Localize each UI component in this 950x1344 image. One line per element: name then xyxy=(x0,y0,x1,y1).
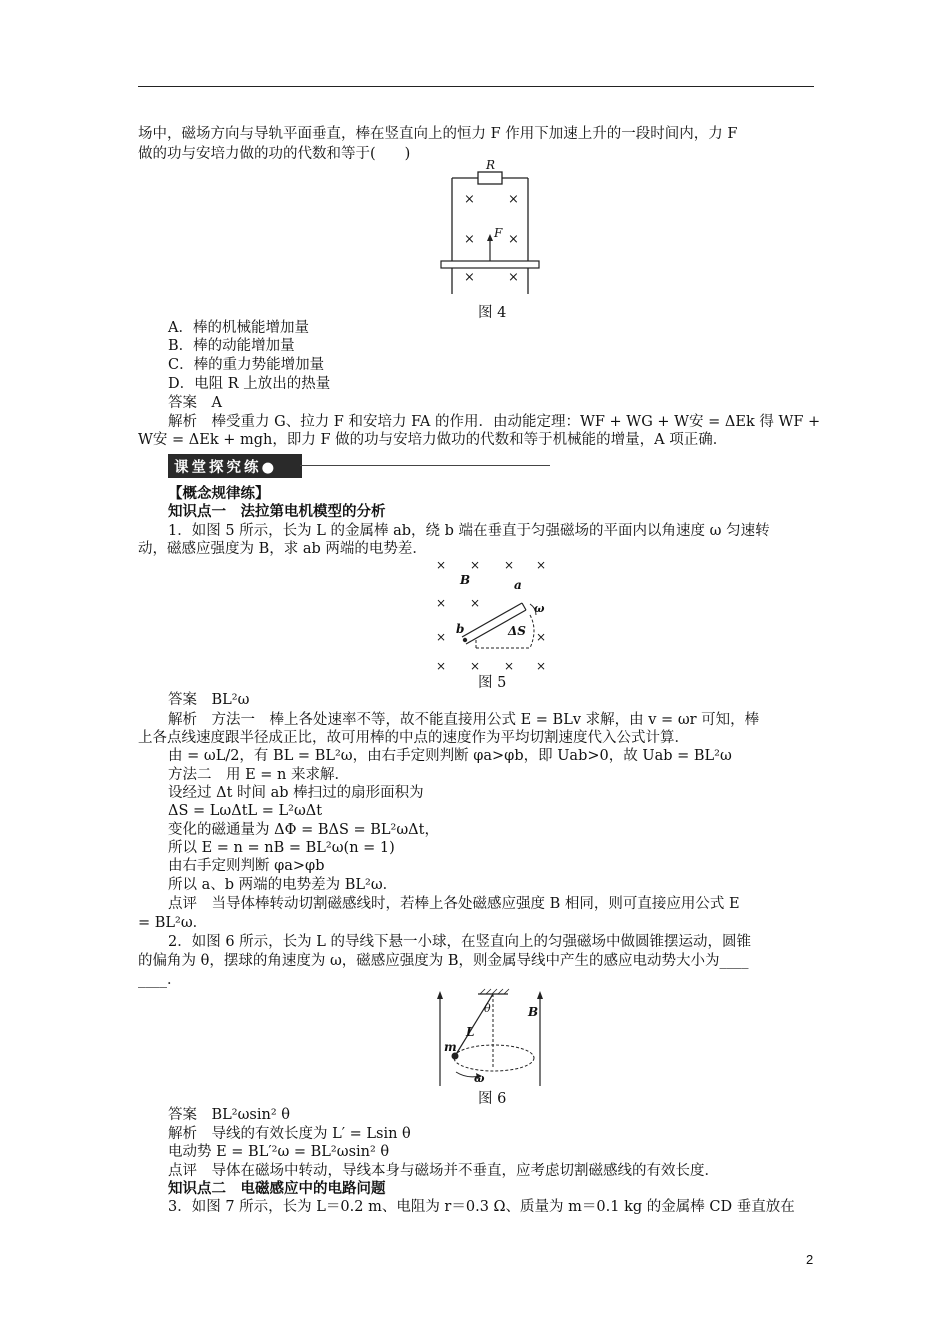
option-d: D．电阻 R 上放出的热量 xyxy=(168,376,331,392)
fig5-cross: × xyxy=(436,596,447,610)
fig5-cross: × xyxy=(436,558,447,572)
fig6-m-label: m xyxy=(444,1040,457,1054)
analysis-line: 由右手定则判断 φa>φb xyxy=(168,858,325,874)
question-2-line: 2．如图 6 所示，长为 L 的导线下悬一小球，在竖直向上的匀强磁场中做圆锥摆运动，圆锥 xyxy=(168,934,752,950)
figure-4-caption: 图 4 xyxy=(478,305,507,321)
fig5-cross: × xyxy=(436,659,447,673)
fig6-L-label: L xyxy=(466,1025,475,1039)
figure-4-circuit xyxy=(438,158,542,298)
answer-line: 答案 BL²ω xyxy=(168,692,250,708)
fig6-theta-label: θ xyxy=(484,1002,491,1015)
option-c: C．棒的重力势能增加量 xyxy=(168,357,325,373)
fig4-R-label: R xyxy=(486,158,496,172)
fig5-cross: × xyxy=(504,659,515,673)
question-1-line: 动，磁感应强度为 B，求 ab 两端的电势差． xyxy=(138,541,427,557)
fig5-cross: × xyxy=(470,659,481,673)
page-number: 2 xyxy=(806,1252,814,1267)
fig4-cross: × xyxy=(464,192,475,207)
fig6-omega-label: ω xyxy=(474,1072,485,1085)
fig5-dS-label: ΔS xyxy=(508,624,526,638)
formula-line: 电动势 E = BL′²ω = BL²ωsin² θ xyxy=(168,1144,390,1160)
text-line: 场中，磁场方向与导轨平面垂直，棒在竖直向上的恒力 F 作用下加速上升的一段时间内，力 F xyxy=(138,126,738,142)
fig5-cross: × xyxy=(504,558,515,572)
comment-line: = BL²ω． xyxy=(138,915,208,931)
analysis-line: W安 = ΔEk + mgh，即力 F 做的功与安培力做功的代数和等于机械能的增量，A 项正确． xyxy=(138,432,728,448)
comment-line: 点评 当导体棒转动切割磁感线时，若棒上各处磁感应强度 B 相同，则可直接应用公式 E xyxy=(168,896,740,912)
fig4-cross: × xyxy=(464,270,475,285)
option-b: B．棒的动能增加量 xyxy=(168,338,295,354)
analysis-line: 解析 棒受重力 G、拉力 F 和安培力 FA 的作用．由动能定理：WF + WG + W安 = ΔEk 得 WF + xyxy=(168,414,821,430)
section-banner-text: 课堂探究练● xyxy=(174,459,278,476)
formula-line: 所以 E = n = nB = BL²ω(n = 1) xyxy=(168,840,395,856)
fig4-cross: × xyxy=(508,270,519,285)
fig4-F-label: F xyxy=(494,226,503,240)
knowledge-point-2: 知识点二 电磁感应中的电路问题 xyxy=(168,1180,386,1197)
answer-line: 答案 BL²ωsin² θ xyxy=(168,1107,290,1123)
fig4-cross: × xyxy=(464,232,475,247)
fig4-cross: × xyxy=(508,232,519,247)
fig5-b-label: b xyxy=(456,622,465,636)
figure-5-caption: 图 5 xyxy=(478,675,507,691)
section-banner-rule xyxy=(300,465,550,466)
fig4-cross: × xyxy=(508,192,519,207)
header-rule xyxy=(138,86,814,87)
analysis-line: 设经过 Δt 时间 ab 棒扫过的扇形面积为 xyxy=(168,785,424,801)
analysis-line: 方法二 用 E = n 来求解． xyxy=(168,767,350,783)
fig5-cross: × xyxy=(536,659,547,673)
fig5-a-label: a xyxy=(514,578,522,592)
fig5-cross: × xyxy=(470,558,481,572)
text-line: 做的功与安培力做的功的代数和等于( ) xyxy=(138,146,411,162)
question-2-line: 的偏角为 θ，摆球的角速度为 ω，磁感应强度为 B，则金属导线中产生的感应电动势大小为____ xyxy=(138,953,749,969)
question-1-line: 1．如图 5 所示，长为 L 的金属棒 ab，绕 b 端在垂直于匀强磁场的平面内以角速度 ω 匀速转 xyxy=(168,523,770,539)
fig5-cross: × xyxy=(436,630,447,644)
comment-line: 点评 导体在磁场中转动，导线本身与磁场并不垂直，应考虑切割磁感线的有效长度． xyxy=(168,1163,719,1179)
fig6-B-label: B xyxy=(528,1005,539,1019)
fig5-omega-label: ω xyxy=(534,602,545,615)
question-3-line: 3．如图 7 所示，长为 L＝0.2 m、电阻为 r＝0.3 Ω、质量为 m＝0.1 kg 的金属棒 CD 垂直放在 xyxy=(168,1199,795,1215)
analysis-line: 由 = ωL/2，有 BL = BL²ω，由右手定则判断 φa>φb，即 Uab>0，故 Uab = BL²ω xyxy=(168,748,732,764)
option-a: A．棒的机械能增加量 xyxy=(168,320,309,336)
fig5-B-label: B xyxy=(460,573,471,587)
question-2-line: ____． xyxy=(138,972,182,988)
analysis-line: 变化的磁通量为 ΔΦ = BΔS = BL²ωΔt， xyxy=(168,822,439,838)
answer-line: 答案 A xyxy=(168,395,222,411)
fig5-cross: × xyxy=(536,630,547,644)
knowledge-point-1: 知识点一 法拉第电机模型的分析 xyxy=(168,503,386,520)
formula-line: ΔS = LωΔtL = L²ωΔt xyxy=(168,803,323,819)
fig5-cross: × xyxy=(536,558,547,572)
fig5-cross: × xyxy=(470,596,481,610)
analysis-line: 上各点线速度跟半径成正比，故可用棒的中点的速度作为平均切割速度代入公式计算． xyxy=(138,730,689,746)
analysis-line: 解析 方法一 棒上各处速率不等，故不能直接用公式 E = BLv 求解，由 v = ωr 可知，棒 xyxy=(168,712,760,728)
subheading: 【概念规律练】 xyxy=(168,485,270,502)
analysis-line: 解析 导线的有效长度为 L′ = Lsin θ xyxy=(168,1126,411,1142)
analysis-line: 所以 a、b 两端的电势差为 BL²ω． xyxy=(168,877,398,893)
figure-6-caption: 图 6 xyxy=(478,1091,507,1107)
